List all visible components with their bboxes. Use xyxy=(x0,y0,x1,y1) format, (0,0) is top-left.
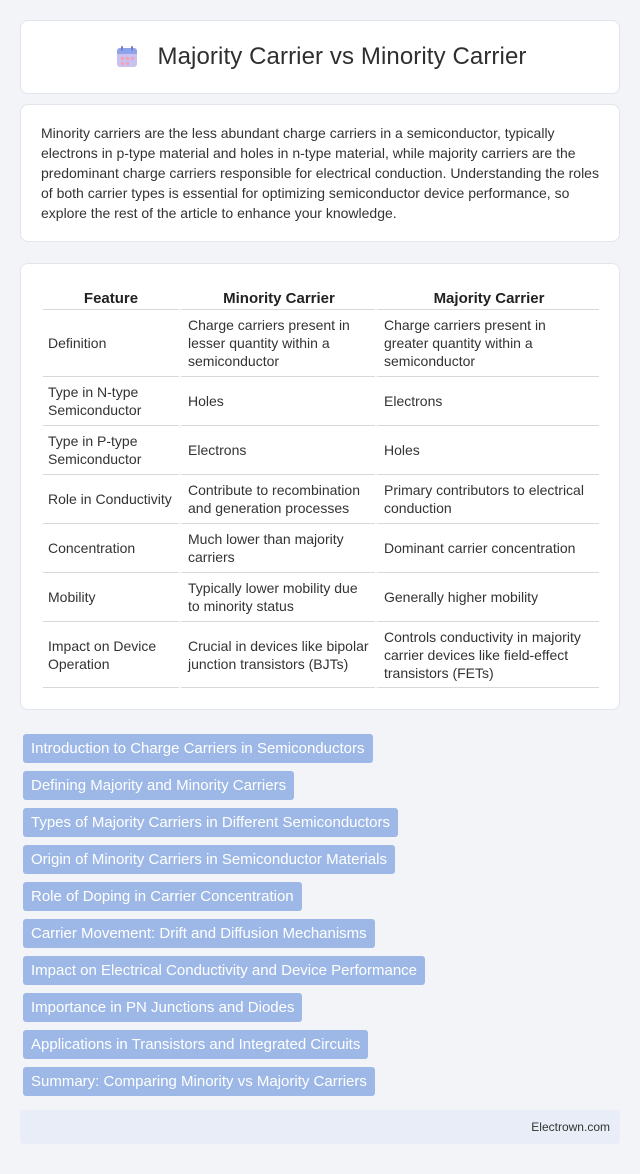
topic-link[interactable]: Types of Majority Carriers in Different Semiconductors xyxy=(23,808,398,837)
title-row xyxy=(114,43,527,71)
footer xyxy=(20,1110,620,1144)
majority-cell: Dominant carrier concentration xyxy=(375,524,599,573)
minority-cell: Charge carriers present in lesser quantity within a semiconductor xyxy=(179,310,375,377)
column-header-minority: Minority Carrier xyxy=(179,284,375,310)
comparison-table-card xyxy=(20,263,620,710)
intro-paragraph: Minority carriers are the less abundant charge carriers in a semiconductor, typically electrons in p-type material and holes in n-type material, while majority carriers are the predominant charge carriers responsible for electrical conduction. Understanding the roles of both carrier types is essential for optimizing semiconductor device performance, so explore the rest of the article to enhance your knowledge. xyxy=(41,125,599,221)
table-row xyxy=(43,622,599,688)
majority-cell: Holes xyxy=(375,426,599,475)
table-row xyxy=(43,377,599,426)
table-row xyxy=(43,524,599,573)
feature-cell: Impact on Device Operation xyxy=(43,622,179,688)
feature-cell: Type in N-type Semiconductor xyxy=(43,377,179,426)
feature-cell: Definition xyxy=(43,310,179,377)
table-header-row xyxy=(43,284,599,310)
topic-link[interactable]: Origin of Minority Carriers in Semiconductor Materials xyxy=(23,845,395,874)
column-header-majority: Majority Carrier xyxy=(375,284,599,310)
table-row xyxy=(43,310,599,377)
majority-cell: Electrons xyxy=(375,377,599,426)
topic-link[interactable]: Carrier Movement: Drift and Diffusion Mechanisms xyxy=(23,919,375,948)
calendar-icon xyxy=(114,44,140,70)
minority-cell: Much lower than majority carriers xyxy=(179,524,375,573)
majority-cell: Controls conductivity in majority carrier devices like field-effect transistors (FETs) xyxy=(375,622,599,688)
feature-cell: Type in P-type Semiconductor xyxy=(43,426,179,475)
majority-cell: Charge carriers present in greater quantity within a semiconductor xyxy=(375,310,599,377)
majority-cell: Generally higher mobility xyxy=(375,573,599,622)
feature-cell: Role in Conductivity xyxy=(43,475,179,524)
footer-site-name: Electrown.com xyxy=(531,1120,610,1134)
minority-cell: Crucial in devices like bipolar junction transistors (BJTs) xyxy=(179,622,375,688)
topic-link[interactable]: Applications in Transistors and Integrated Circuits xyxy=(23,1030,368,1059)
title-card xyxy=(20,20,620,94)
page-title: Majority Carrier vs Minority Carrier xyxy=(157,43,527,70)
feature-cell: Concentration xyxy=(43,524,179,573)
topic-link[interactable]: Introduction to Charge Carriers in Semiconductors xyxy=(23,734,373,763)
topic-link[interactable]: Role of Doping in Carrier Concentration xyxy=(23,882,302,911)
topic-link[interactable]: Summary: Comparing Minority vs Majority Carriers xyxy=(23,1067,375,1096)
table-row xyxy=(43,573,599,622)
table-row xyxy=(43,426,599,475)
comparison-table xyxy=(43,284,599,688)
minority-cell: Contribute to recombination and generation processes xyxy=(179,475,375,524)
minority-cell: Electrons xyxy=(179,426,375,475)
topic-link[interactable]: Impact on Electrical Conductivity and Device Performance xyxy=(23,956,425,985)
minority-cell: Holes xyxy=(179,377,375,426)
feature-cell: Mobility xyxy=(43,573,179,622)
intro-card xyxy=(20,104,620,242)
majority-cell: Primary contributors to electrical conduction xyxy=(375,475,599,524)
column-header-feature: Feature xyxy=(43,284,179,310)
topic-link[interactable]: Importance in PN Junctions and Diodes xyxy=(23,993,302,1022)
table-row xyxy=(43,475,599,524)
topic-link[interactable]: Defining Majority and Minority Carriers xyxy=(23,771,294,800)
topic-links-list xyxy=(23,734,623,1104)
minority-cell: Typically lower mobility due to minority status xyxy=(179,573,375,622)
